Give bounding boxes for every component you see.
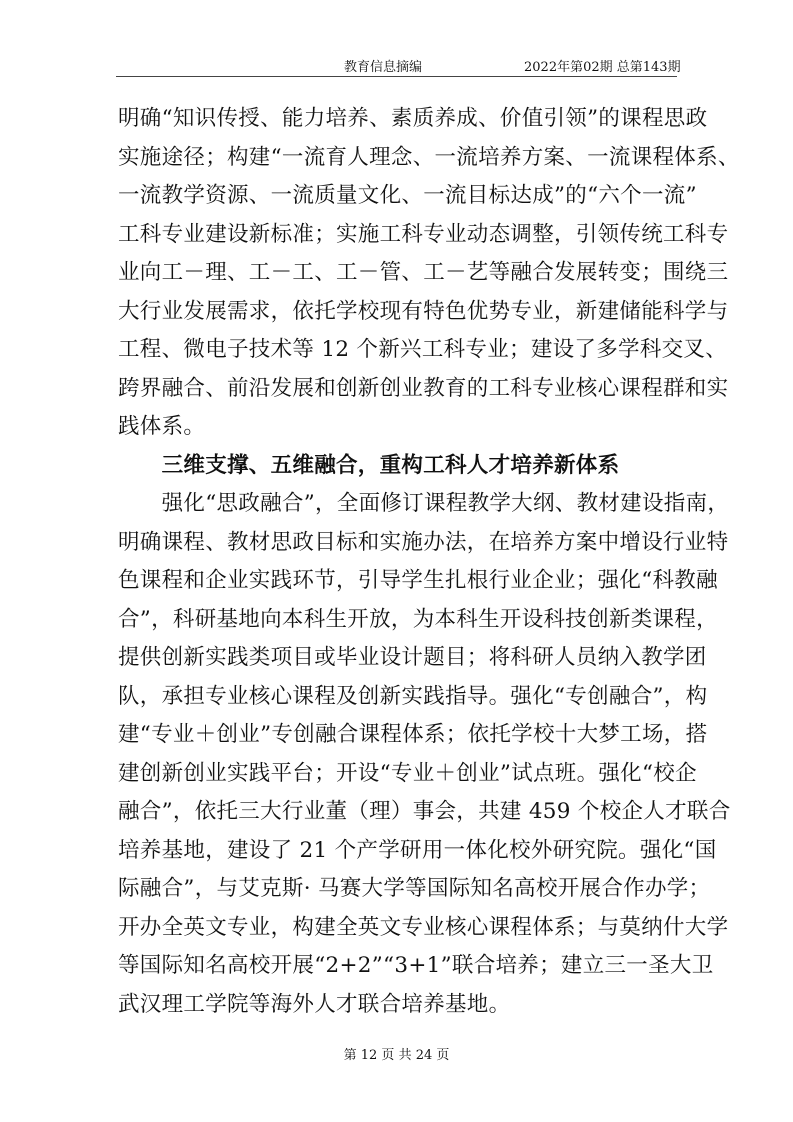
- page-header: [0, 52, 793, 76]
- text-line: 明确课程、教材思政目标和实施办法，在培养方案中增设行业特: [118, 529, 729, 555]
- text-line: 践体系。: [118, 414, 206, 439]
- text-line: 建创新创业实践平台；开设“专业＋创业”试点班。强化“校企: [118, 760, 697, 786]
- text-line: 实施途径；构建“一流育人理念、一流培养方案、一流课程体系、: [118, 144, 740, 170]
- text-line: 业向工－理、工－工、工－管、工－艺等融合发展转变；围绕三: [118, 260, 729, 285]
- text-line: 工科专业建设新标准；实施工科专业动态调整，引领传统工科专: [118, 221, 729, 247]
- publication-title: 教育信息摘编: [344, 60, 423, 75]
- text-line: 合”，科研基地向本科生开放，为本科生开设科技创新类课程，: [118, 606, 718, 632]
- text-line: 一流教学资源、一流质量文化、一流目标达成”的“六个一流”: [118, 183, 697, 208]
- text-line: 跨界融合、前沿发展和创新创业教育的工科专业核心课程群和实: [118, 375, 729, 401]
- page-number: 第 12 页 共 24 页: [343, 1048, 450, 1063]
- body-text: [118, 100, 740, 1024]
- text-line: 武汉理工学院等海外人才联合培养基地。: [118, 991, 511, 1017]
- text-line: 等国际知名高校开展“2+2”“3+1”联合培养；建立三一圣大卫: [118, 953, 714, 978]
- text-line: 队，承担专业核心课程及创新实践指导。强化“专创融合”，构: [118, 683, 708, 709]
- section-heading: 三维支撑、五维融合，重构工科人才培养新体系: [118, 452, 620, 478]
- text-line: 融合”，依托三大行业董（理）事会，共建 459 个校企人才联合: [118, 799, 731, 824]
- text-line: 明确“知识传授、能力培养、素质养成、价值引领”的课程思政: [118, 106, 708, 131]
- page-footer: [0, 1044, 793, 1063]
- text-line: 际融合”，与艾克斯· 马赛大学等国际知名高校开展合作办学；: [118, 876, 711, 901]
- text-line: 建“专业＋创业”专创融合课程体系；依托学校十大梦工场，搭: [118, 722, 708, 747]
- text-line: 开办全英文专业，构建全英文专业核心课程体系；与莫纳什大学: [118, 914, 729, 940]
- issue-number: 2022年第02期 总第143期: [524, 60, 681, 75]
- text-line: 提供创新实践类项目或毕业设计题目；将科研人员纳入教学团: [118, 645, 707, 670]
- text-line: 色课程和企业实践环节，引导学生扎根行业企业；强化“科教融: [118, 568, 718, 593]
- header-rule: [116, 76, 677, 77]
- text-line: 工程、微电子技术等 12 个新兴工科专业；建设了多学科交叉、: [118, 337, 728, 362]
- text-line: 大行业发展需求，依托学校现有特色优势专业，新建储能科学与: [118, 298, 729, 324]
- text-line: 强化“思政融合”，全面修订课程教学大纲、教材建设指南，: [118, 491, 730, 516]
- text-line: 培养基地，建设了 21 个产学研用一体化校外研究院。强化“国: [118, 837, 717, 863]
